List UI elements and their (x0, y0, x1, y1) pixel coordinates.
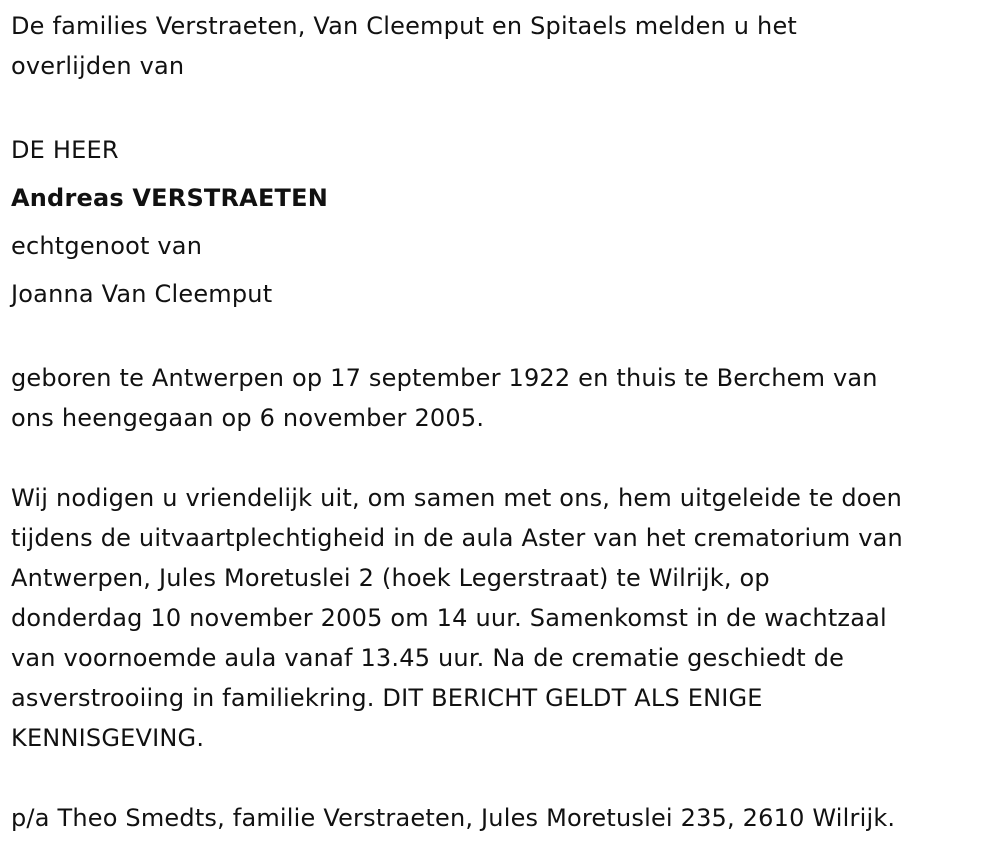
intro-line: overlijden van (11, 52, 185, 80)
ceremony-line: Antwerpen, Jules Moretuslei 2 (hoek Legerstraat) te Wilrijk, op (11, 564, 770, 592)
birth-line: ons heengegaan op 6 november 2005. (11, 404, 485, 432)
salutation: DE HEER (11, 136, 119, 164)
ceremony-paragraph (11, 478, 996, 758)
death-notice (11, 6, 996, 838)
address-line: p/a Theo Smedts, familie Verstraeten, Jules Moretuslei 235, 2610 Wilrijk. (11, 804, 896, 832)
ceremony-line: van voornoemde aula vanaf 13.45 uur. Na de crematie geschiedt de (11, 644, 845, 672)
birth-line: geboren te Antwerpen op 17 september 1922 en thuis te Berchem van (11, 364, 878, 392)
ceremony-line: donderdag 10 november 2005 om 14 uur. Samenkomst in de wachtzaal (11, 604, 887, 632)
ceremony-line: KENNISGEVING. (11, 724, 205, 752)
spouse-label: echtgenoot van (11, 232, 203, 260)
spouse-name: Joanna Van Cleemput (11, 280, 273, 308)
ceremony-line: asverstrooiing in familiekring. DIT BERICHT GELDT ALS ENIGE (11, 684, 763, 712)
deceased-block (11, 126, 996, 318)
spacer (11, 438, 996, 478)
spacer (11, 758, 996, 798)
deceased-name: Andreas VERSTRAETEN (11, 184, 328, 212)
intro-paragraph (11, 6, 996, 86)
address-paragraph (11, 798, 996, 838)
intro-line: De families Verstraeten, Van Cleemput en Spitaels melden u het (11, 12, 798, 40)
ceremony-line: tijdens de uitvaartplechtigheid in de aula Aster van het crematorium van (11, 524, 903, 552)
spacer (11, 318, 996, 358)
birth-paragraph (11, 358, 996, 438)
spacer (11, 86, 996, 126)
ceremony-line: Wij nodigen u vriendelijk uit, om samen met ons, hem uitgeleide te doen (11, 484, 903, 512)
